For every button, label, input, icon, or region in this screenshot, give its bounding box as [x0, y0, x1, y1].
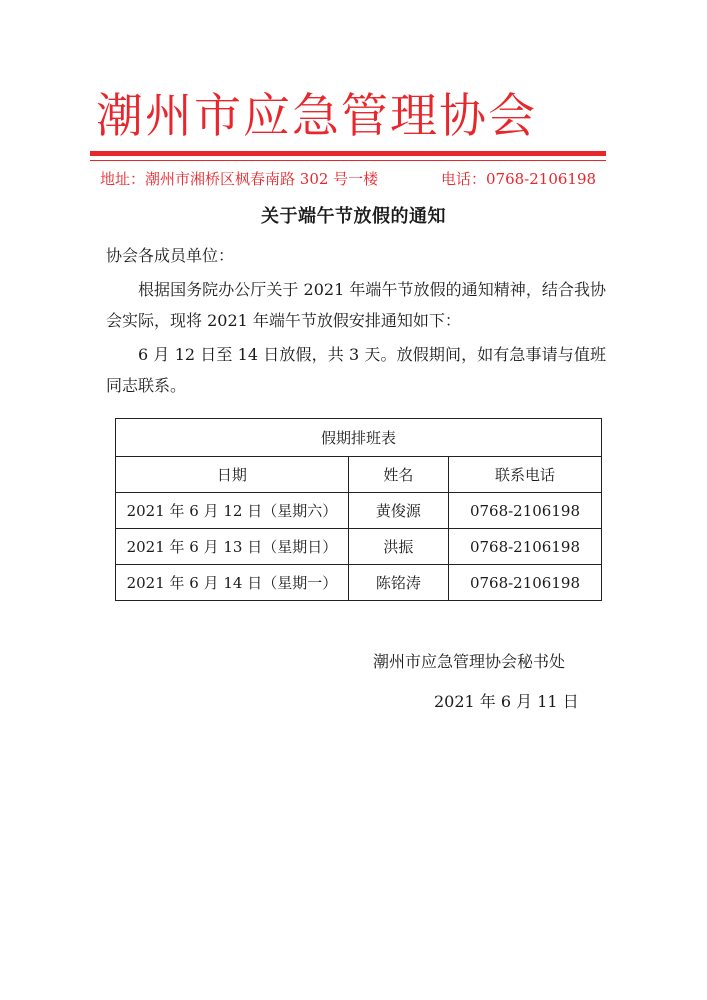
cell-date: 2021 年 6 月 12 日（星期六） — [116, 493, 349, 529]
cell-phone: 0768-2106198 — [448, 493, 601, 529]
header-phone: 联系电话 — [448, 457, 601, 493]
cell-date: 2021 年 6 月 14 日（星期一） — [116, 565, 349, 601]
notice-salutation: 协会各成员单位： — [106, 246, 235, 265]
letterhead-thick-rule — [90, 151, 606, 156]
cell-phone: 0768-2106198 — [448, 529, 601, 565]
letterhead-org-name: 潮州市应急管理协会 — [96, 89, 537, 144]
cell-phone: 0768-2106198 — [448, 565, 601, 601]
notice-paragraph-2: 6 月 12 日至 14 日放假，共 3 天。放假期间，如有急事请与值班同志联系。 — [106, 345, 606, 395]
letterhead-thin-rule — [90, 160, 606, 161]
table-caption-row — [116, 419, 602, 457]
cell-name: 黄俊源 — [348, 493, 448, 529]
table-row — [116, 529, 602, 565]
signature-org: 潮州市应急管理协会秘书处 — [373, 652, 566, 671]
cell-name: 陈铭涛 — [348, 565, 448, 601]
cell-name: 洪振 — [348, 529, 448, 565]
cell-date: 2021 年 6 月 13 日（星期日） — [116, 529, 349, 565]
notice-title: 关于端午节放假的通知 — [261, 206, 446, 227]
letterhead-phone: 电话：0768-2106198 — [441, 170, 597, 188]
signature-date: 2021 年 6 月 11 日 — [434, 692, 579, 711]
notice-paragraph-1: 根据国务院办公厅关于 2021 年端午节放假的通知精神，结合我协会实际，现将 2021 年端午节放假安排通知如下： — [106, 280, 606, 330]
table-row — [116, 493, 602, 529]
table-row — [116, 565, 602, 601]
table-header-row — [116, 457, 602, 493]
duty-schedule-table — [115, 418, 602, 601]
table-caption: 假期排班表 — [116, 419, 602, 457]
header-name: 姓名 — [348, 457, 448, 493]
header-date: 日期 — [116, 457, 349, 493]
letterhead-address: 地址：潮州市湘桥区枫春南路 302 号一楼 — [100, 170, 379, 188]
